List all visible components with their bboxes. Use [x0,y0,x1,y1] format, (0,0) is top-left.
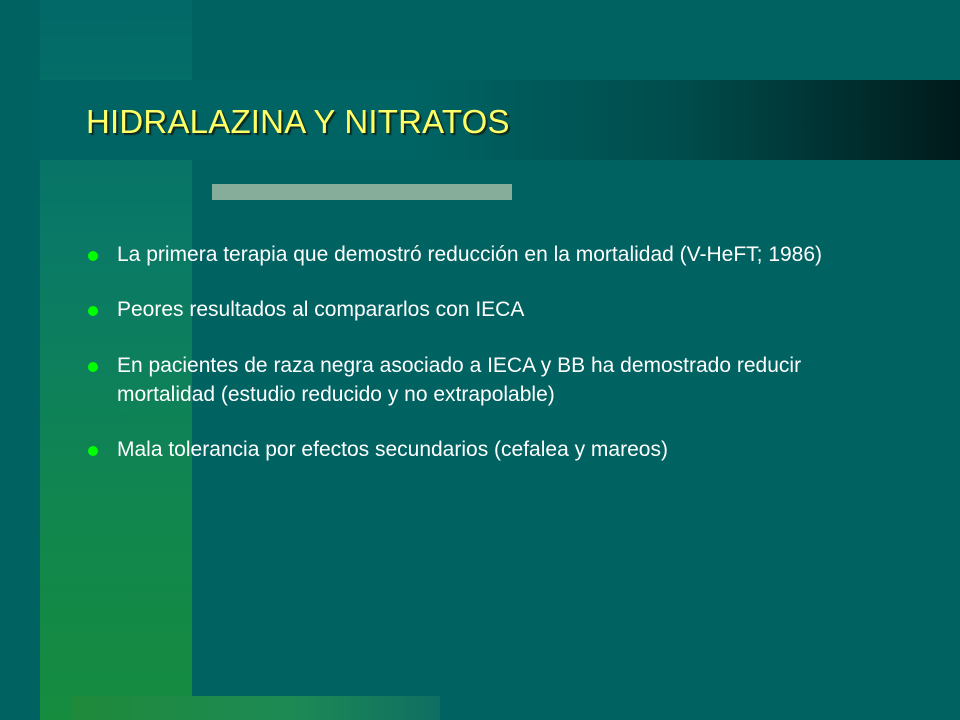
bullet-list [88,240,888,464]
bullet-dot-icon [88,306,98,316]
bullet-item [88,435,888,464]
bullet-text: En pacientes de raza negra asociado a IECA y BB ha demostrado reducir mortalidad (estudio reducido y no extrapolable) [117,354,802,406]
bullet-dot-icon [88,362,98,372]
bullet-item [88,295,888,324]
bottom-decorative-block [72,696,440,720]
bullet-text: Mala tolerancia por efectos secundarios (cefalea y mareos) [117,438,668,461]
bullet-item [88,351,888,409]
bullet-item [88,240,888,269]
bullet-text: La primera terapia que demostró reducción en la mortalidad (V-HeFT; 1986) [117,243,823,266]
title-divider [212,184,512,200]
bullet-dot-icon [88,251,98,261]
bullet-text: Peores resultados al compararlos con IECA [117,298,525,321]
bullet-dot-icon [88,446,98,456]
slide-title: HIDRALAZINA Y NITRATOS [86,103,510,140]
